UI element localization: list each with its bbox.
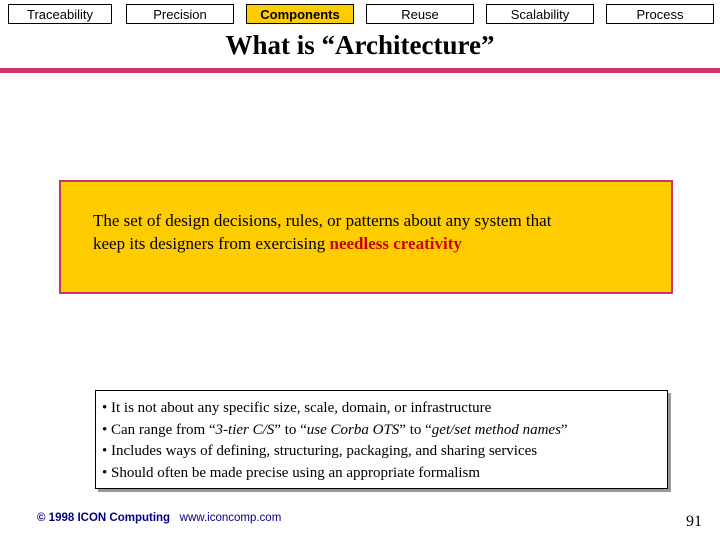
tab-process[interactable]: Process [606,4,714,24]
definition-line-2: keep its designers from exercising [93,234,330,253]
tab-scalability[interactable]: Scalability [486,4,594,24]
example-get-set: get/set method names [431,421,561,438]
bullet-item: • It is not about any specific size, scale, domain, or infrastructure [102,400,492,416]
title-divider [0,68,720,73]
definition-text [93,209,653,255]
copyright-text: © 1998 ICON Computing [37,512,171,524]
page-number: 91 [686,513,702,530]
definition-line-1: The set of design decisions, rules, or patterns about any system that [93,211,552,230]
definition-box [59,180,673,294]
example-corba: use Corba OTS [306,421,400,438]
tab-traceability[interactable]: Traceability [8,4,112,24]
bullet-list-box [95,390,668,489]
bullet-item: • Includes ways of defining, structuring, packaging, and sharing services [102,443,538,459]
copyright-footer [37,512,281,524]
bullet-item: • Can range from “3-tier C/S” to “use Corba OTS” to “get/set method names” [102,421,568,438]
definition-highlight: needless creativity [329,234,462,253]
bullet-item: • Should often be made precise using an appropriate formalism [102,464,481,481]
example-3-tier: 3-tier C/S [215,421,275,438]
tab-precision[interactable]: Precision [126,4,234,24]
tab-components[interactable]: Components [246,4,354,24]
footer-url[interactable]: www.iconcomp.com [179,512,282,524]
page-title: What is “Architecture” [225,30,495,60]
tab-reuse[interactable]: Reuse [366,4,474,24]
